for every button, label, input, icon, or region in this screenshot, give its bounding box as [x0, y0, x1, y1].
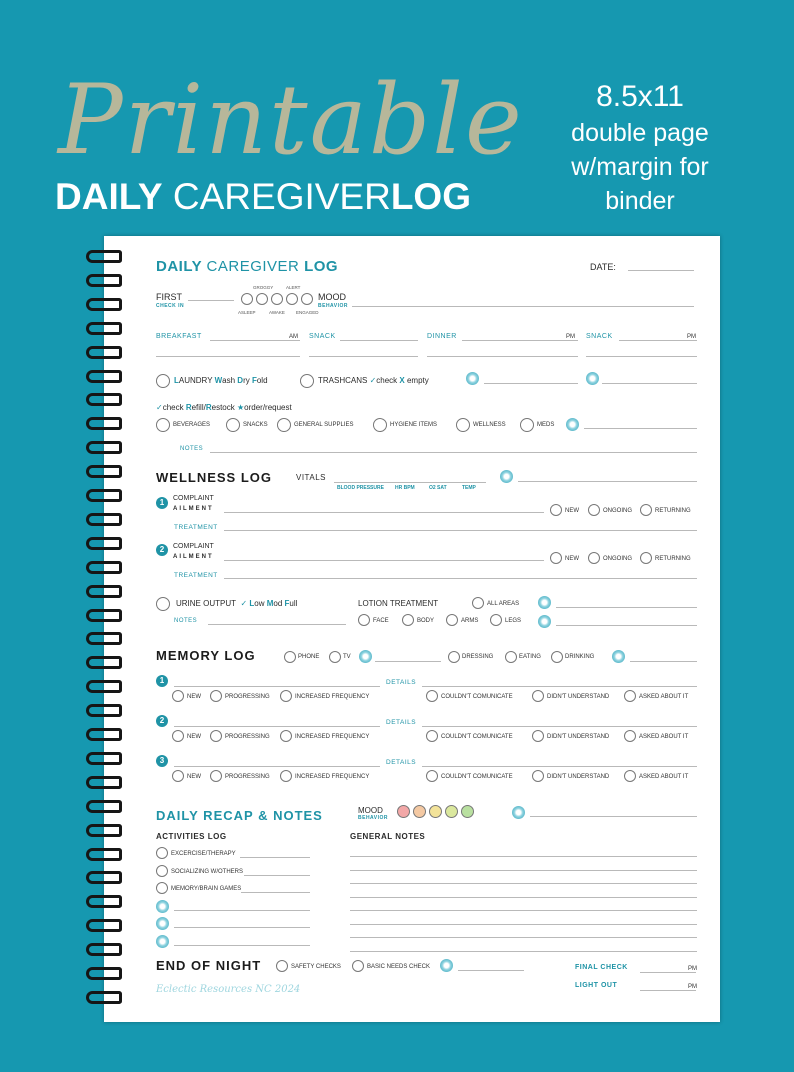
complaint-2-returning[interactable]: [640, 552, 652, 564]
first-label: FIRST: [156, 292, 182, 302]
all-areas-checkbox[interactable]: [472, 597, 484, 609]
snack2-line[interactable]: [619, 340, 697, 341]
behavior-label: BEHAVIOR: [318, 303, 349, 309]
snacks-label: SNACKS: [243, 422, 268, 428]
memory-entry-line[interactable]: [174, 726, 380, 727]
restock-extra-line[interactable]: [584, 428, 697, 429]
legs-checkbox[interactable]: [490, 614, 502, 626]
memory-response-label: COULDN'T COMUNICATE: [441, 694, 513, 700]
pm2-label: PM: [687, 334, 696, 340]
breakfast-line-2[interactable]: [156, 356, 300, 357]
recap-mood-dot[interactable]: [512, 806, 525, 819]
memory-progress-label: NEW: [187, 694, 201, 700]
complaint-1-ongoing[interactable]: [588, 504, 600, 516]
mood-scale-4[interactable]: [286, 293, 298, 305]
memory-entry-line[interactable]: [174, 766, 380, 767]
details-line[interactable]: [422, 686, 697, 687]
snack1-line-2[interactable]: [309, 356, 418, 357]
complaint-2-new[interactable]: [550, 552, 562, 564]
memory-progress-checkbox[interactable]: [280, 690, 292, 702]
complaint-1-line[interactable]: [224, 512, 544, 513]
vitals-label: VITALS: [296, 473, 326, 482]
face-label: FACE: [373, 618, 389, 624]
wellness-title: WELLNESS LOG: [156, 470, 272, 485]
lotion-extra-2-line[interactable]: [556, 625, 697, 626]
mood-notes-line[interactable]: [352, 306, 694, 307]
page-title-caregiver: CAREGIVER: [206, 258, 300, 275]
memory-extra-2-dot[interactable]: [612, 650, 625, 663]
memory-progress-checkbox[interactable]: [210, 770, 222, 782]
general-notes-line[interactable]: [350, 856, 697, 857]
memory-response-checkbox[interactable]: [426, 690, 438, 702]
script-title: Printable: [58, 64, 524, 176]
body-label: BODY: [417, 618, 435, 624]
activity-line[interactable]: [241, 892, 310, 893]
vital-blood-pressure: BLOOD PRESSURE: [337, 485, 384, 491]
general-notes-line[interactable]: [350, 924, 697, 925]
tv-label: TV: [343, 654, 351, 660]
urine-checkbox[interactable]: [156, 597, 170, 611]
snack1-line[interactable]: [340, 340, 418, 341]
arms-label: ARMS: [461, 618, 479, 624]
night-title: END OF NIGHT: [156, 958, 262, 973]
title-log: LOG: [390, 176, 471, 217]
memory-response-checkbox[interactable]: [532, 730, 544, 742]
mood-color-1[interactable]: [397, 805, 410, 818]
night-extra-dot[interactable]: [440, 959, 453, 972]
final-check-label: FINAL CHECK: [575, 964, 628, 971]
memory-title: MEMORY LOG: [156, 648, 256, 663]
mood-scale-2[interactable]: [256, 293, 268, 305]
memory-progress-label: INCREASED FREQUENCY: [295, 734, 370, 740]
complaint-2-returning-label: RETURNING: [655, 556, 691, 562]
basic-needs-checkbox[interactable]: [352, 960, 364, 972]
activity-label: SOCIALIZING W/OTHERS: [171, 868, 244, 875]
size-line2: double page: [571, 119, 709, 147]
recap-mood-line[interactable]: [530, 816, 697, 817]
first-check-in-line[interactable]: [188, 300, 234, 301]
dinner-line[interactable]: [462, 340, 578, 341]
title-caregiver: CAREGIVER: [172, 176, 391, 217]
memory-progress-checkbox[interactable]: [210, 690, 222, 702]
meds-checkbox[interactable]: [520, 418, 534, 432]
complaint-2-ongoing[interactable]: [588, 552, 600, 564]
all-areas-label: ALL AREAS: [487, 601, 520, 607]
urine-notes-line[interactable]: [208, 624, 346, 625]
final-check-line[interactable]: [640, 972, 696, 973]
activity-checkbox[interactable]: [156, 847, 168, 859]
recap-title: DAILY RECAP & NOTES: [156, 808, 323, 823]
treatment-2-label: TREATMENT: [174, 572, 218, 579]
memory-progress-checkbox[interactable]: [172, 690, 184, 702]
vital-o2-sat: O2 SAT: [429, 485, 447, 491]
am-label: AM: [289, 334, 298, 340]
activity-checkbox[interactable]: [156, 865, 168, 877]
memory-response-checkbox[interactable]: [426, 730, 438, 742]
memory-response-label: ASKED ABOUT IT: [639, 694, 689, 700]
lotion-extra-1-dot[interactable]: [538, 596, 551, 609]
mood-scale-3[interactable]: [271, 293, 283, 305]
laundry-label: LAUNDRY Wash Dry Fold: [174, 376, 268, 385]
memory-response-checkbox[interactable]: [624, 690, 636, 702]
hygiene-items-checkbox[interactable]: [373, 418, 387, 432]
complaint-2-new-label: NEW: [565, 556, 579, 562]
memory-progress-label: PROGRESSING: [225, 734, 270, 740]
title-daily: DAILY: [55, 176, 163, 217]
memory-response-label: ASKED ABOUT IT: [639, 774, 689, 780]
activity-line[interactable]: [240, 857, 310, 858]
general-notes-line[interactable]: [350, 910, 697, 911]
memory-response-checkbox[interactable]: [624, 730, 636, 742]
main-title: [55, 176, 471, 218]
check-in-label: CHECK IN: [156, 303, 185, 309]
form: [104, 236, 720, 1022]
snack2-label: SNACK: [586, 333, 613, 340]
memory-extra-2-line[interactable]: [630, 661, 697, 662]
mood-color-5[interactable]: [461, 805, 474, 818]
memory-progress-label: INCREASED FREQUENCY: [295, 694, 370, 700]
tv-checkbox[interactable]: [329, 651, 341, 663]
breakfast-label: BREAKFAST: [156, 333, 202, 340]
complaint-1-returning-label: RETURNING: [655, 508, 691, 514]
memory-entry-number: 2: [156, 715, 168, 727]
night-extra-line[interactable]: [458, 970, 524, 971]
restock-notes-label: NOTES: [180, 446, 204, 452]
complaint-1-ongoing-label: ONGOING: [603, 508, 633, 514]
activity-extra-line[interactable]: [174, 910, 310, 911]
vital-hr-bpm: HR BPM: [395, 485, 415, 491]
general-supplies-checkbox[interactable]: [277, 418, 291, 432]
activity-extra-line[interactable]: [174, 927, 310, 928]
eating-label: EATING: [519, 654, 541, 660]
laundry-checkbox[interactable]: [156, 374, 170, 388]
activity-label: EXCERCISE/THERAPY: [171, 851, 236, 857]
legs-label: LEGS: [505, 618, 522, 624]
activity-extra-dot[interactable]: [156, 917, 169, 930]
complaint-2-line[interactable]: [224, 560, 544, 561]
size-line3: w/margin for: [571, 153, 709, 181]
snack2-line-2[interactable]: [586, 356, 697, 357]
vital-temp: TEMP: [462, 485, 476, 491]
safety-checks-checkbox[interactable]: [276, 960, 288, 972]
beverages-label: BEVERAGES: [173, 422, 211, 428]
complaint-1-new-label: NEW: [565, 508, 579, 514]
recap-mood-label: MOOD: [358, 806, 383, 815]
chore-extra-1-dot[interactable]: [466, 372, 479, 385]
date-line[interactable]: [628, 270, 694, 271]
ailment-1-label: AILMENT: [173, 506, 214, 512]
general-notes-line[interactable]: [350, 937, 697, 938]
treatment-1-label: TREATMENT: [174, 524, 218, 531]
memory-progress-checkbox[interactable]: [280, 770, 292, 782]
trashcans-label: TRASHCANS ✓check X empty: [318, 376, 429, 385]
memory-response-label: COULDN'T COMUNICATE: [441, 774, 513, 780]
vitals-extra-dot[interactable]: [500, 470, 513, 483]
memory-response-checkbox[interactable]: [624, 770, 636, 782]
details-line[interactable]: [422, 726, 697, 727]
eating-checkbox[interactable]: [505, 651, 517, 663]
wellness-checkbox[interactable]: [456, 418, 470, 432]
activity-label: MEMORY/BRAIN GAMES: [171, 886, 242, 892]
activity-checkbox[interactable]: [156, 882, 168, 894]
memory-progress-label: PROGRESSING: [225, 774, 270, 780]
scale-engaged: ENGAGED: [296, 310, 319, 315]
activities-label: ACTIVITIES LOG: [156, 832, 227, 841]
memory-progress-label: NEW: [187, 734, 201, 740]
memory-progress-label: PROGRESSING: [225, 694, 270, 700]
details-label: DETAILS: [386, 759, 417, 766]
mood-label: MOOD: [318, 292, 346, 302]
page-title-daily: DAILY: [156, 258, 202, 275]
mood-scale-5[interactable]: [301, 293, 313, 305]
scale-groggy: GROGGY: [253, 285, 274, 290]
memory-response-label: ASKED ABOUT IT: [639, 734, 689, 740]
drinking-checkbox[interactable]: [551, 651, 563, 663]
treatment-1-line[interactable]: [224, 530, 697, 531]
mood-color-3[interactable]: [429, 805, 442, 818]
size-note: [540, 78, 740, 218]
size-label: 8.5x11: [596, 80, 684, 113]
complaint-1-label: COMPLAINT: [173, 495, 214, 502]
lotion-label: LOTION TREATMENT: [358, 599, 439, 608]
mood-scale-1[interactable]: [241, 293, 253, 305]
lights-pm-label: PM: [688, 984, 697, 990]
vitals-extra-line[interactable]: [518, 481, 697, 482]
dinner-label: DINNER: [427, 333, 457, 340]
body-checkbox[interactable]: [402, 614, 414, 626]
general-notes-line[interactable]: [350, 951, 697, 952]
snacks-checkbox[interactable]: [226, 418, 240, 432]
chore-extra-2-dot[interactable]: [586, 372, 599, 385]
dinner-line-2[interactable]: [427, 356, 578, 357]
scale-alert: ALERT: [286, 285, 301, 290]
memory-entry-number: 3: [156, 755, 168, 767]
memory-progress-checkbox[interactable]: [280, 730, 292, 742]
safety-checks-label: SAFETY CHECKS: [291, 964, 341, 970]
page-title-log: LOG: [304, 258, 339, 275]
activity-extra-dot[interactable]: [156, 935, 169, 948]
memory-progress-label: NEW: [187, 774, 201, 780]
restock-notes-line[interactable]: [210, 452, 697, 453]
memory-response-label: DIDN'T UNDERSTAND: [547, 774, 610, 780]
mood-color-4[interactable]: [445, 805, 458, 818]
activity-extra-line[interactable]: [174, 945, 310, 946]
activity-line[interactable]: [244, 875, 310, 876]
complaint-2-label: COMPLAINT: [173, 543, 214, 550]
meds-label: MEDS: [537, 422, 555, 428]
restock-extra-dot[interactable]: [566, 418, 579, 431]
general-notes-label: GENERAL NOTES: [350, 832, 426, 841]
chore-extra-2-line[interactable]: [602, 383, 697, 384]
memory-response-checkbox[interactable]: [426, 770, 438, 782]
treatment-2-line[interactable]: [224, 578, 697, 579]
lights-out-label: LIGHT OUT: [575, 982, 618, 989]
memory-progress-checkbox[interactable]: [172, 730, 184, 742]
mood-color-2[interactable]: [413, 805, 426, 818]
restock-legend: ✓check Refill/Restock ★order/request: [156, 403, 292, 412]
complaint-1-number: 1: [156, 497, 168, 509]
details-label: DETAILS: [386, 719, 417, 726]
details-label: DETAILS: [386, 679, 417, 686]
memory-response-label: COULDN'T COMUNICATE: [441, 734, 513, 740]
trashcans-checkbox[interactable]: [300, 374, 314, 388]
dressing-label: DRESSING: [462, 654, 494, 660]
date-label: DATE:: [590, 262, 616, 272]
memory-extra-1-dot[interactable]: [359, 650, 372, 663]
memory-progress-checkbox[interactable]: [210, 730, 222, 742]
general-notes-line[interactable]: [350, 883, 697, 884]
lights-out-line[interactable]: [640, 990, 696, 991]
final-pm-label: PM: [688, 966, 697, 972]
activity-extra-dot[interactable]: [156, 900, 169, 913]
memory-extra-1-line[interactable]: [375, 661, 441, 662]
vitals-line[interactable]: [334, 482, 486, 483]
memory-entry-line[interactable]: [174, 686, 380, 687]
general-notes-line[interactable]: [350, 870, 697, 871]
hygiene-items-label: HYGIENE ITEMS: [390, 422, 438, 428]
complaint-2-ongoing-label: ONGOING: [603, 556, 633, 562]
size-line4: binder: [605, 187, 675, 215]
scale-awake: AWAKE: [269, 310, 285, 315]
signature: Eclectic Resources NC 2024: [156, 984, 301, 995]
complaint-1-returning[interactable]: [640, 504, 652, 516]
beverages-checkbox[interactable]: [156, 418, 170, 432]
basic-needs-label: BASIC NEEDS CHECK: [367, 964, 431, 970]
chore-extra-1-line[interactable]: [484, 383, 578, 384]
arms-checkbox[interactable]: [446, 614, 458, 626]
face-checkbox[interactable]: [358, 614, 370, 626]
general-notes-line[interactable]: [350, 897, 697, 898]
recap-behavior-label: BEHAVIOR: [358, 815, 389, 821]
complaint-1-new[interactable]: [550, 504, 562, 516]
complaint-2-number: 2: [156, 544, 168, 556]
drinking-label: DRINKING: [565, 654, 595, 660]
memory-progress-label: INCREASED FREQUENCY: [295, 774, 370, 780]
urine-label: URINE OUTPUT ✓ Low Mod Full: [176, 599, 298, 608]
memory-response-checkbox[interactable]: [532, 690, 544, 702]
pm1-label: PM: [566, 334, 575, 340]
snack1-label: SNACK: [309, 333, 336, 340]
breakfast-line[interactable]: [210, 340, 300, 341]
dressing-checkbox[interactable]: [448, 651, 460, 663]
wellness-label: WELLNESS: [473, 422, 506, 428]
phone-checkbox[interactable]: [284, 651, 296, 663]
urine-notes-label: NOTES: [174, 618, 198, 624]
general-supplies-label: GENERAL SUPPLIES: [294, 422, 354, 428]
memory-response-label: DIDN'T UNDERSTAND: [547, 694, 610, 700]
memory-progress-checkbox[interactable]: [172, 770, 184, 782]
lotion-extra-2-dot[interactable]: [538, 615, 551, 628]
lotion-extra-1-line[interactable]: [556, 607, 697, 608]
details-line[interactable]: [422, 766, 697, 767]
scale-asleep: ASLEEP: [238, 310, 256, 315]
memory-response-label: DIDN'T UNDERSTAND: [547, 734, 610, 740]
ailment-2-label: AILMENT: [173, 554, 214, 560]
phone-label: PHONE: [298, 654, 320, 660]
page-title: [156, 258, 338, 275]
memory-entry-number: 1: [156, 675, 168, 687]
memory-response-checkbox[interactable]: [532, 770, 544, 782]
